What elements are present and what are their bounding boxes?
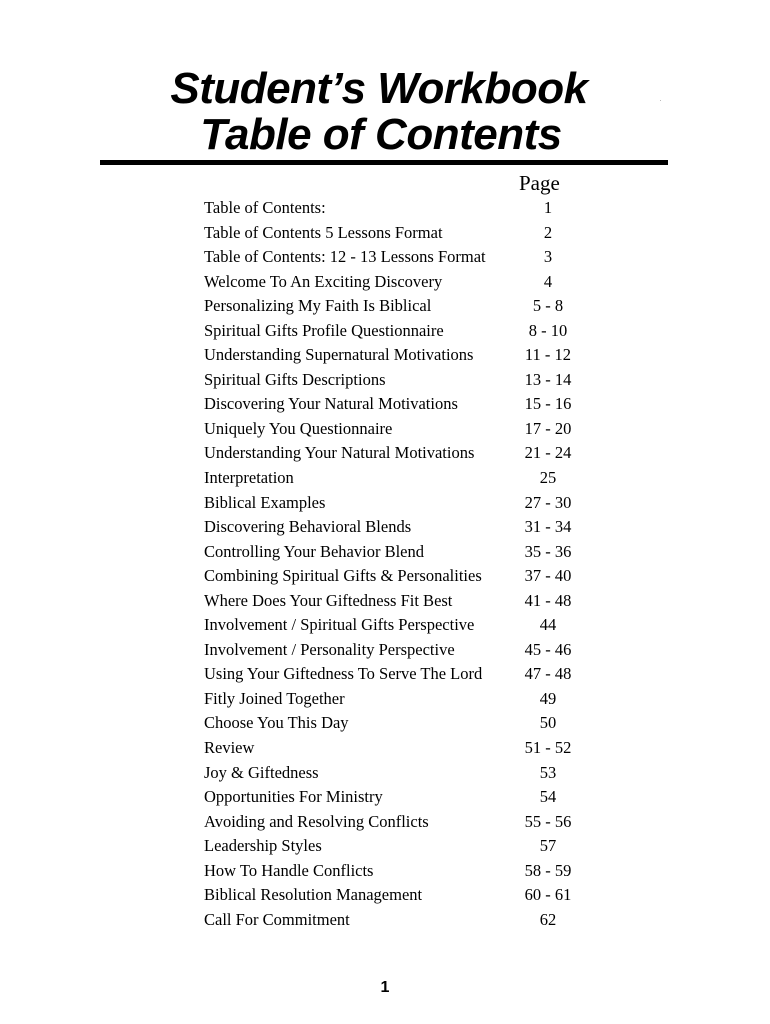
toc-entry-page: 47 - 48 [524, 664, 572, 684]
toc-row [204, 859, 604, 884]
toc-row [204, 245, 604, 270]
toc-entry-page: 8 - 10 [528, 320, 568, 340]
footer-page-number: 1 [380, 979, 390, 996]
toc-entry-page: 27 - 30 [524, 492, 572, 512]
toc-entry-page: 3 [543, 247, 553, 267]
toc-entry-title: Spiritual Gifts Descriptions [204, 369, 386, 389]
toc-row [204, 368, 604, 393]
document-title-line-1: Student’s Workbook [170, 64, 588, 113]
toc-entry-page: 55 - 56 [524, 811, 572, 831]
toc-entry-page: 49 [539, 688, 557, 708]
toc-entry-page: 1 [543, 198, 553, 217]
document-title-line-2: Table of Contents [200, 110, 562, 159]
toc-entry-page: 25 [539, 468, 557, 488]
toc-row [204, 687, 604, 712]
toc-entry-title: Welcome To An Exciting Discovery [204, 271, 443, 291]
toc-row [204, 908, 604, 933]
toc-entry-title: Personalizing My Faith Is Biblical [204, 296, 432, 316]
toc-entry-title: Leadership Styles [204, 836, 322, 856]
toc-entry-title: Understanding Supernatural Motivations [204, 345, 474, 365]
toc-entry-page: 45 - 46 [524, 639, 572, 659]
toc-row [204, 491, 604, 516]
toc-entry-title: Involvement / Personality Perspective [204, 639, 455, 659]
toc-row [204, 466, 604, 491]
toc-entry-page: 15 - 16 [524, 394, 572, 414]
toc-entry-title: Joy & Giftedness [204, 762, 319, 782]
toc-row [204, 785, 604, 810]
toc-row [204, 540, 604, 565]
toc-entry-title: Spiritual Gifts Profile Questionnaire [204, 320, 444, 340]
toc-entry-title: Table of Contents: [204, 198, 326, 217]
toc-entry-title: Combining Spiritual Gifts & Personalities [204, 566, 482, 586]
toc-row [204, 834, 604, 859]
toc-entry-title: Interpretation [204, 468, 294, 488]
toc-entry-title: Discovering Behavioral Blends [204, 517, 412, 537]
toc-entry-title: Involvement / Spiritual Gifts Perspective [204, 615, 475, 635]
page-column-header: Page [519, 171, 560, 195]
toc-entry-page: 58 - 59 [524, 860, 572, 880]
toc-entry-page: 4 [543, 271, 553, 291]
toc-row [204, 810, 604, 835]
toc-row [204, 294, 604, 319]
toc-entry-title: Choose You This Day [204, 713, 349, 733]
table-of-contents-list [204, 196, 604, 932]
toc-entry-page: 17 - 20 [524, 418, 572, 438]
toc-row [204, 662, 604, 687]
toc-entry-title: Using Your Giftedness To Serve The Lord [204, 664, 483, 684]
toc-entry-page: 50 [539, 713, 557, 733]
toc-entry-title: Understanding Your Natural Motivations [204, 443, 475, 463]
toc-entry-title: Controlling Your Behavior Blend [204, 541, 425, 561]
toc-entry-page: 53 [539, 762, 557, 782]
toc-entry-title: Discovering Your Natural Motivations [204, 394, 458, 414]
toc-row [204, 613, 604, 638]
toc-row [204, 417, 604, 442]
toc-entry-page: 13 - 14 [524, 369, 572, 389]
toc-row [204, 883, 604, 908]
toc-row [204, 564, 604, 589]
toc-entry-title: Call For Commitment [204, 909, 350, 929]
toc-entry-title: Biblical Examples [204, 492, 326, 512]
toc-row [204, 270, 604, 295]
toc-entry-page: 41 - 48 [524, 590, 572, 610]
toc-entry-title: Opportunities For Ministry [204, 787, 383, 807]
toc-entry-title: How To Handle Conflicts [204, 860, 374, 880]
scan-speck [660, 100, 661, 101]
toc-row [204, 392, 604, 417]
toc-entry-page: 11 - 12 [524, 345, 572, 365]
toc-entry-title: Table of Contents 5 Lessons Format [204, 222, 443, 242]
toc-row [204, 736, 604, 761]
title-underline-rule [100, 160, 668, 165]
toc-entry-page: 5 - 8 [532, 296, 564, 316]
toc-entry-page: 37 - 40 [524, 566, 572, 586]
toc-row [204, 196, 604, 221]
toc-row [204, 221, 604, 246]
toc-entry-page: 54 [539, 787, 557, 807]
toc-entry-page: 60 - 61 [524, 885, 572, 905]
toc-entry-page: 2 [543, 222, 553, 242]
toc-entry-page: 21 - 24 [524, 443, 572, 463]
toc-entry-title: Table of Contents: 12 - 13 Lessons Format [204, 247, 486, 267]
toc-entry-page: 31 - 34 [524, 517, 572, 537]
toc-entry-title: Uniquely You Questionnaire [204, 418, 393, 438]
toc-row [204, 441, 604, 466]
toc-row [204, 319, 604, 344]
toc-row [204, 343, 604, 368]
toc-row [204, 589, 604, 614]
toc-entry-title: Avoiding and Resolving Conflicts [204, 811, 429, 831]
toc-entry-page: 57 [539, 836, 557, 856]
toc-entry-title: Review [204, 738, 255, 758]
toc-row [204, 515, 604, 540]
toc-entry-title: Where Does Your Giftedness Fit Best [204, 590, 453, 610]
toc-entry-title: Fitly Joined Together [204, 688, 345, 708]
toc-entry-page: 44 [539, 615, 557, 635]
toc-entry-page: 62 [539, 909, 557, 929]
toc-entry-page: 35 - 36 [524, 541, 572, 561]
toc-entry-page: 51 - 52 [524, 738, 572, 758]
toc-row [204, 638, 604, 663]
toc-row [204, 711, 604, 736]
toc-entry-title: Biblical Resolution Management [204, 885, 423, 905]
toc-row [204, 761, 604, 786]
